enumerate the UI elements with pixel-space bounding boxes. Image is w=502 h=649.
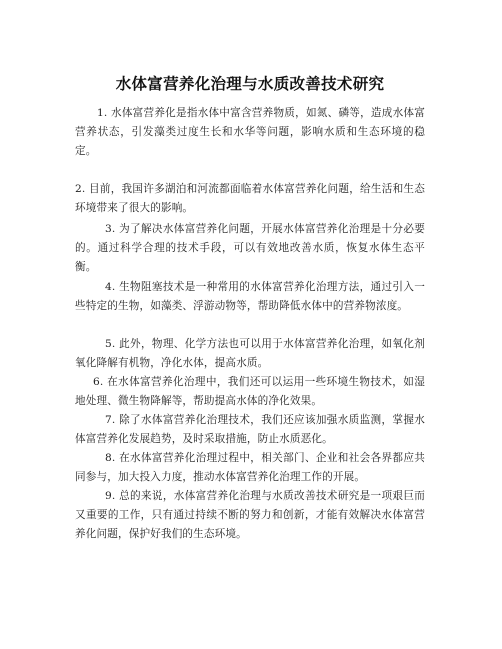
paragraph-3: 3. 为了解决水体富营养化问题，开展水体富营养化治理是十分必要的。通过科学合理的技术手段，可以有效地改善水质，恢复水体生态平衡。 (75, 223, 425, 273)
paragraph-2: 2. 目前，我国许多湖泊和河流都面临着水体富营养化问题，给生活和生态环境带来了很大的影响。 (75, 183, 425, 214)
document-title: 水体富营养化治理与水质改善技术研究 (115, 75, 385, 93)
paragraph-5: 5. 此外，物理、化学方法也可以用于水体富营养化治理，如氧化剂氧化降解有机物，净化水体，提高水质。 (75, 338, 425, 369)
paragraph-6: 6. 在水体富营养化治理中，我们还可以运用一些环境生物技术，如湿地处理、微生物降解等，帮助提高水体的净化效果。 (75, 376, 425, 407)
paragraph-4: 4. 生物阻塞技术是一种常用的水体富营养化治理方法，通过引入一些特定的生物，如藻类、浮游动物等，帮助降低水体中的营养物浓度。 (75, 281, 425, 312)
paragraph-8: 8. 在水体富营养化治理过程中，相关部门、企业和社会各界都应共同参与，加大投入力度，推动水体富营养化治理工作的开展。 (75, 452, 425, 483)
paragraph-1: 1. 水体富营养化是指水体中富含营养物质，如氮、磷等，造成水体富营养状态，引发藻类过度生长和水华等问题，影响水质和生态环境的稳定。 (75, 107, 425, 157)
paragraph-7: 7. 除了水体富营养化治理技术，我们还应该加强水质监测，掌握水体富营养化发展趋势，及时采取措施，防止水质恶化。 (75, 414, 425, 445)
paragraph-9: 9. 总的来说，水体富营养化治理与水质改善技术研究是一项艰巨而又重要的工作，只有通过持续不断的努力和创新，才能有效解决水体富营养化问题，保护好我们的生态环境。 (75, 490, 425, 540)
